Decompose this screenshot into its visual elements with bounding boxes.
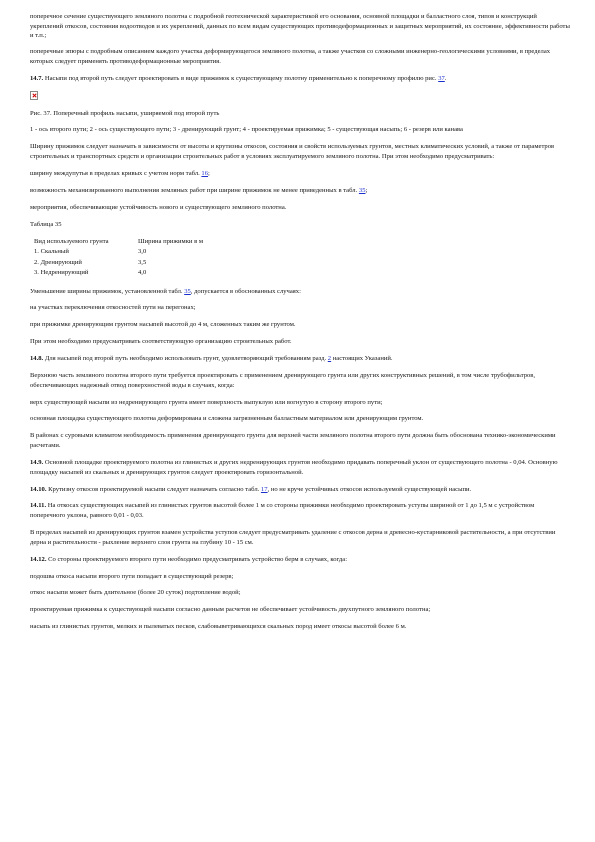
section-number: 14.7. bbox=[30, 74, 44, 82]
section-number: 14.8. bbox=[30, 355, 44, 363]
table-title: Таблица 35 bbox=[30, 220, 62, 228]
paragraph-reduce bbox=[30, 287, 570, 297]
paragraph-text: Уменьшение ширины прижимок, установленной табл. bbox=[30, 287, 185, 295]
paragraph-14-12 bbox=[30, 555, 570, 565]
list-item: на участках переключения откосностей пути на перегонах; bbox=[30, 304, 196, 312]
paragraph-frozen: В районах с суровыми климатом необходимость применения дренирующего грунта для верхней части земляного полотна второго пути должна быть обоснована технико-экономическими расчетами. bbox=[30, 432, 556, 450]
table-link-17[interactable]: 17 bbox=[260, 485, 268, 493]
table-cell: 3,0 bbox=[138, 248, 147, 256]
paragraph-intro-1: поперечное сечение существующего земляного полотна с подробной геотехнической характеристикой его основания, основной площадки и балластного слоя, типов и конструкций укреплений откосов, состояния водоотводов и их укреплений, данных по всем видам существующих противодеформационных и защитных мероприятий, их состояние, эффективности работы и т.п.; bbox=[30, 13, 570, 40]
table-link-35[interactable]: 35 bbox=[358, 186, 366, 194]
paragraph-text: Крутизну откосов проектируемой насыпи следует назначать согласно табл. bbox=[46, 485, 261, 493]
paragraph-text: На откосах существующих насыпей из глинистых грунтов высотой более 1 м со стороны прижимки необходимо проектировать уступы шириной от 1 до 1,5 м с устройством поперечного уклона, равного 0,01 - 0,03. bbox=[30, 502, 535, 520]
paragraph-text-tail: , допускается в обоснованных случаях: bbox=[190, 287, 301, 295]
table-row bbox=[32, 268, 205, 279]
paragraph-intro-2: поперечные эпюры с подробным описанием каждого участка деформирующегося земляного полотна, а также участков со сложными инженерно-геологическими условиями, в пределах которых следует применять противодеформационные мероприятия. bbox=[30, 48, 551, 65]
list-item: верх существующей насыпи из недренирующего грунта имеет поверхность выпуклую или вогнутую в сторону второго пути; bbox=[30, 398, 383, 406]
paragraph-14-10 bbox=[30, 485, 570, 495]
list-item bbox=[30, 186, 570, 196]
paragraph-text-tail: настоящих Указаний. bbox=[331, 355, 393, 363]
section-number: 14.10. bbox=[30, 485, 47, 493]
table-header-cell: Ширина прижимки в м bbox=[138, 237, 204, 245]
section-number: 14.9. bbox=[30, 458, 44, 466]
table-header-row bbox=[32, 237, 205, 248]
table-cell: 2. Дренирующий bbox=[34, 258, 82, 266]
section-number: 14.12. bbox=[30, 555, 47, 563]
table-cell: 3,5 bbox=[138, 258, 147, 266]
list-item: основная площадка существующего полотна деформирована и сложена загрязненным балластным материалом или дренирующим грунтом. bbox=[30, 415, 424, 423]
list-item bbox=[30, 169, 570, 179]
paragraph-text: Основной площадке проектируемого полотна из глинистых и других недренирующих грунтов необходимо придавать поперечный уклон от существующего полотна - 0,04. Основную площадку насыпей из скальных и дренирующих грунтов следует проектировать горизонтальной. bbox=[30, 458, 558, 476]
figure-legend: 1 - ось второго пути; 2 - ось существующего пути; 3 - дренирующий грунт; 4 - проектируемая прижимка; 5 - существующая насыпь; 6 - резерв или канава bbox=[30, 126, 463, 134]
table-row bbox=[32, 247, 205, 258]
paragraph-14-8 bbox=[30, 354, 570, 364]
list-item-tail: ; bbox=[365, 186, 368, 194]
table-link-35[interactable]: 35 bbox=[184, 287, 191, 295]
document-page bbox=[30, 12, 570, 639]
section-number: 14.11. bbox=[30, 502, 47, 510]
table-cell: 4,0 bbox=[138, 269, 147, 277]
table-35 bbox=[32, 237, 205, 279]
table-cell: 3. Недренирующий bbox=[34, 269, 89, 277]
paragraph-14-11 bbox=[30, 501, 570, 520]
list-item-text: ширину междупутья в пределах кривых с учетом норм табл. bbox=[30, 169, 202, 177]
list-item: проектируемая прижимка к существующей насыпи согласно данным расчетов не обеспечивает устойчивость двухпутного земляного полотна; bbox=[30, 606, 431, 614]
paragraph-14-7 bbox=[30, 74, 570, 84]
paragraph-note: При этом необходимо предусматривать соответствующую организацию строительных работ. bbox=[30, 338, 292, 346]
list-item: мероприятия, обеспечивающие устойчивость нового и существующего земляного полотна. bbox=[30, 203, 287, 211]
paragraph-text: Со стороны проектируемого второго пути необходимо предусматривать устройство берм в случаях, когда: bbox=[46, 555, 348, 563]
figure-caption: Рис. 37. Поперечный профиль насыпи, уширяемой под второй путь bbox=[30, 109, 220, 117]
paragraph-width: Ширину прижимок следует назначать в зависимости от высоты и крутизны откосов, состояния и свойств используемых грунтов, местных климатических условий, а также от параметров строительных и транспортных средств и организации строительных работ в условиях эксплуатируемого земляного полотна. При этом необходимо предусматривать: bbox=[30, 143, 555, 161]
paragraph-upper-part: Верхнюю часть земляного полотна второго пути требуется проектировать с применением дренирующего грунта или других конструктивных решений, в том числе трубофильтров, обеспечивающих надежный отвод поверхностной воды в случаях, когда: bbox=[30, 371, 536, 389]
paragraph-text: Насыпи под второй путь следует проектировать в виде прижимок к существующему полотну применительно к поперечному профилю рис. bbox=[43, 74, 439, 82]
list-item-text: возможность механизированного выполнения земляных работ при ширине прижимок не менее приведенных в табл. bbox=[30, 186, 359, 194]
list-item: подошва откоса насыпи второго пути попадает в существующий резерв; bbox=[30, 572, 234, 580]
list-item: при прижимке дренирующим грунтом насыпей высотой до 4 м, сложенных таким же грунтом. bbox=[30, 321, 296, 329]
paragraph-text-tail: . bbox=[444, 74, 447, 82]
paragraph-text: Для насыпей под второй путь необходимо использовать грунт, удовлетворяющий требованиям разд. bbox=[43, 355, 328, 363]
table-link-16[interactable]: 16 bbox=[201, 169, 209, 177]
broken-image-icon bbox=[30, 91, 38, 100]
figure-link-37[interactable]: 37 bbox=[438, 74, 445, 82]
paragraph-steps-note: В пределах насыпей из дренирующих грунтов взамен устройства уступов следует предусматривать удаление с откосов дерна и древесно-кустарниковой растительности, а при отсутствии дерна и растительности - рыхление верхнего слоя грунта на глубину 10 - 15 см. bbox=[30, 529, 556, 546]
paragraph-14-9 bbox=[30, 458, 570, 477]
list-item: откос насыпи может быть длительное (более 20 суток) подтопление водой; bbox=[30, 589, 241, 597]
table-cell: 1. Скальный bbox=[34, 248, 69, 256]
table-row bbox=[32, 258, 205, 269]
paragraph-text-tail: , но не круче устойчивых откосов используемой существующей насыпи. bbox=[267, 485, 472, 493]
list-item-tail: ; bbox=[208, 169, 210, 177]
list-item: насыпь из глинистых грунтов, мелких и пылеватых песков, слабовыветривающихся скальных пород имеет откосы высотой более 6 м. bbox=[30, 623, 407, 631]
table-header-cell: Вид используемого грунта bbox=[34, 237, 109, 245]
section-link-2[interactable]: 2 bbox=[327, 355, 332, 363]
